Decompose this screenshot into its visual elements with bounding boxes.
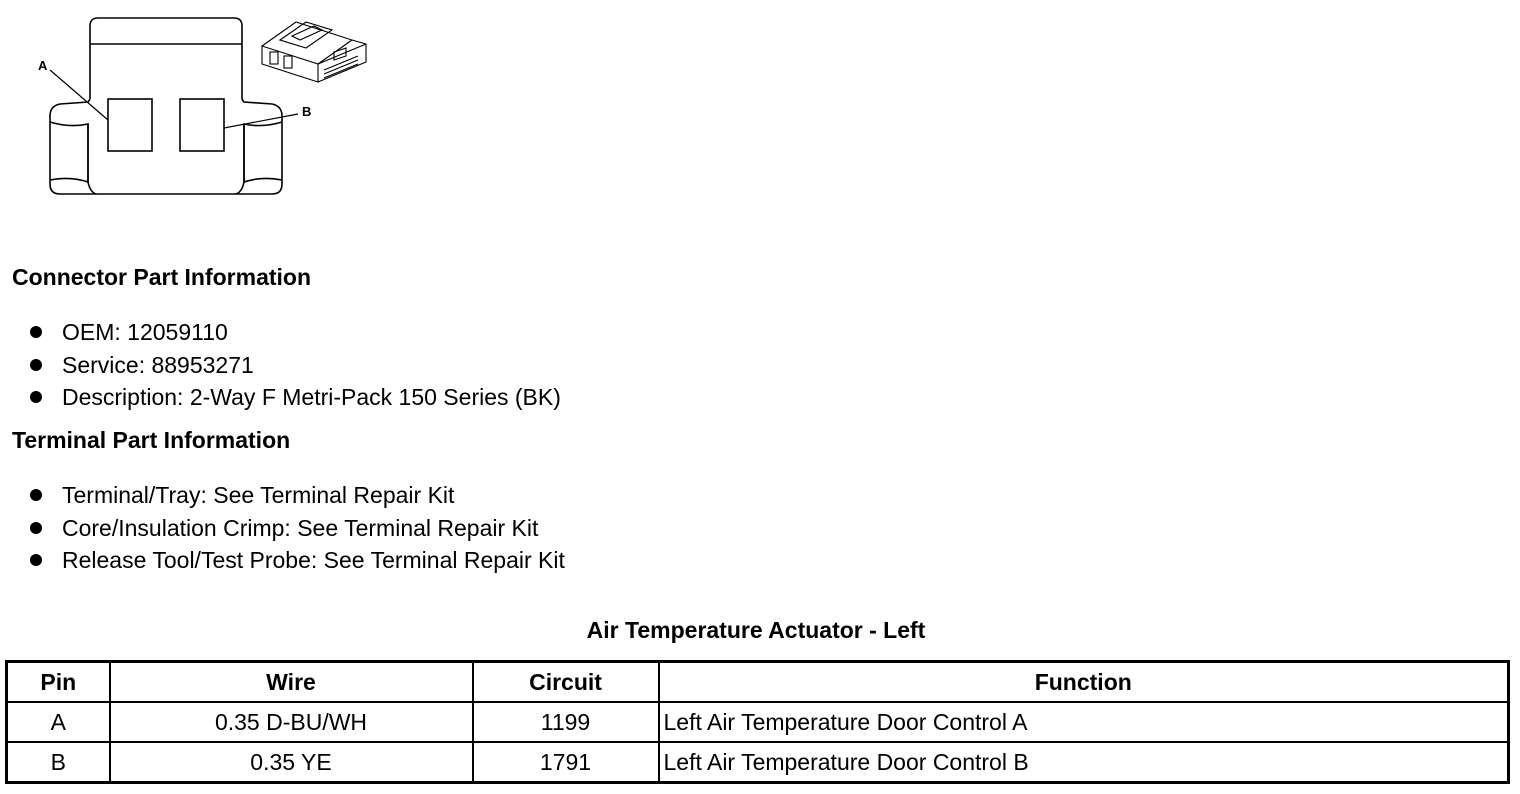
list-item <box>28 316 561 349</box>
circuit-cell: 1791 <box>473 742 659 783</box>
terminal-part-info-list <box>28 479 565 577</box>
table-row <box>7 702 1509 742</box>
column-header-wire: Wire <box>110 662 473 703</box>
wire-cell: 0.35 D-BU/WH <box>110 702 473 742</box>
cavity-b <box>180 99 224 151</box>
bullet-icon <box>30 326 42 338</box>
list-item-text: Core/Insulation Crimp: See Terminal Repair Kit <box>62 514 539 541</box>
list-item <box>28 512 565 545</box>
terminal-part-info-heading: Terminal Part Information <box>12 427 291 453</box>
bullet-icon <box>30 391 42 403</box>
column-header-function: Function <box>659 662 1509 703</box>
function-cell: Left Air Temperature Door Control A <box>659 702 1509 742</box>
pin-cell: A <box>7 702 110 742</box>
bullet-icon <box>30 489 42 501</box>
bullet-icon <box>30 554 42 566</box>
column-header-circuit: Circuit <box>473 662 659 703</box>
list-item <box>28 381 561 414</box>
leader-line-a <box>50 70 108 120</box>
circuit-cell: 1199 <box>473 702 659 742</box>
table-header-row <box>7 662 1509 703</box>
list-item-text: Terminal/Tray: See Terminal Repair Kit <box>62 482 455 508</box>
pin-label-a: A <box>38 58 48 73</box>
list-item <box>28 349 561 382</box>
connector-face-diagram <box>0 0 400 220</box>
list-item-text: OEM: 12059110 <box>62 319 228 345</box>
wire-cell: 0.35 YE <box>110 742 473 783</box>
connector-body <box>50 18 282 194</box>
pin-label-b: B <box>302 104 312 119</box>
column-header-pin: Pin <box>7 662 110 703</box>
list-item-text: Service: 88953271 <box>62 351 254 378</box>
connector-isometric-thumbnail <box>262 22 366 82</box>
pinout-table <box>5 660 1510 784</box>
bullet-icon <box>30 522 42 534</box>
list-item-text: Description: 2-Way F Metri-Pack 150 Series (BK) <box>62 384 561 410</box>
table-title: Air Temperature Actuator - Left <box>586 617 926 643</box>
table-row <box>7 742 1509 783</box>
connector-part-info-heading: Connector Part Information <box>12 264 312 290</box>
bullet-icon <box>30 359 42 371</box>
pin-cell: B <box>7 742 110 783</box>
list-item <box>28 479 565 512</box>
list-item-text: Release Tool/Test Probe: See Terminal Repair Kit <box>62 547 565 573</box>
cavity-a <box>108 99 152 151</box>
function-cell: Left Air Temperature Door Control B <box>659 742 1509 783</box>
list-item <box>28 544 565 577</box>
connector-part-info-list <box>28 316 561 414</box>
